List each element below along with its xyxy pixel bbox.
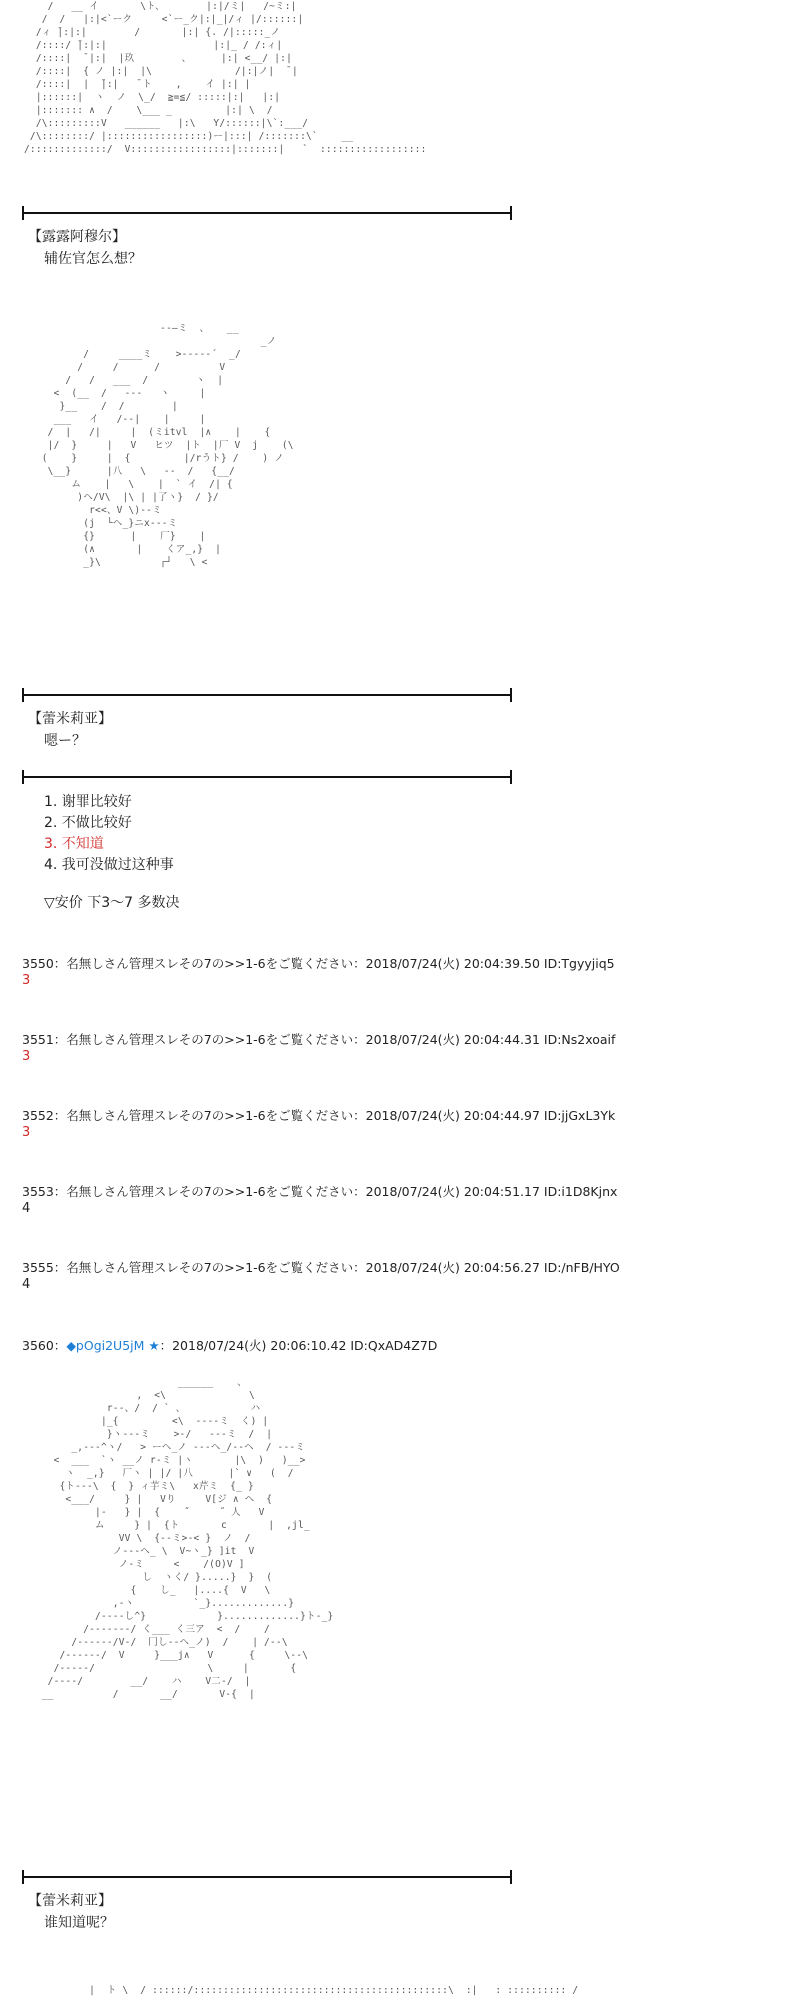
- dialogue-lulu: 辅佐官怎么想？: [44, 251, 142, 267]
- ascii-art-bottom: | ト \ / ::::::/:::::::::::::::::::::::::::::::::::::::::::\ :| : :::::::::: /: [24, 1985, 579, 1996]
- host-post-header: [22, 1336, 437, 1354]
- post-body: 3: [22, 1049, 31, 1064]
- post-header: 3551：名無しさん管理スレその7の>>1-6をご覧ください：2018/07/24(火) 20:04:44.31 ID:Ns2xoaif: [22, 1032, 616, 1047]
- separator-rule: [22, 688, 512, 702]
- dialogue-remilia-1: 嗯ー？: [44, 733, 86, 749]
- option-1: 1. 谢罪比较好: [44, 794, 132, 810]
- post-body: 3: [22, 973, 31, 988]
- post-body: 4: [22, 1277, 31, 1292]
- dialogue-remilia-2: 谁知道呢？: [44, 1915, 114, 1931]
- post-header: 3553：名無しさん管理スレその7の>>1-6をご覧ください：2018/07/24(火) 20:04:51.17 ID:i1D8Kjnx: [22, 1184, 618, 1199]
- post-body: 4: [22, 1201, 31, 1216]
- separator-rule: [22, 206, 512, 220]
- ascii-art-top: / __ イ \ト、 |:|/ミ| /~ミ:| / / |:|<`ーク <`ー_ク|:|_|/ィ |/::::::| /ィ ̄|:|:| / |:| {. /|:::::_ノ /::::/ ̄|:|:| |:|_ / /:ィ| /::::| ̄ |:| |玖 、 |:| <__/ |:| /::::| { ノ |:| |\ /|:|ノ| ̄ | /::::| | ̄|:| ̄ ト , イ |:| | |::::::| ヽ ノ \_/ ≧=≦/ :::::|:| |:| |::::::: ∧ / \___ _ |:| \ / /\:::::::::V ______ |:\ Y/::::::|\`:___/ /\::::::::/ |:::::::::::::::::)ー|:::| /:::::::\` __ /:::::::::::::/ V:::::::::::::::::|:::::::| ` ::::::::::::::::::: [24, 1, 427, 155]
- post-meta: ：2018/07/24(火) 20:06:10.42 ID:QxAD4Z7D: [159, 1338, 438, 1353]
- post-header: 3550：名無しさん管理スレその7の>>1-6をご覧ください：2018/07/24(火) 20:04:39.50 ID:Tgyyjiq5: [22, 956, 615, 971]
- option-2: 2. 不做比较好: [44, 815, 132, 831]
- post-header: 3555：名無しさん管理スレその7の>>1-6をご覧ください：2018/07/24(火) 20:04:56.27 ID:/nFB/HYO: [22, 1260, 620, 1275]
- ascii-art-remilia-1: --―ミ 、 __ _ノ / ____ミ >‐---‐´ _/ / / / V / / ___ / ヽ | < (__ / --- ヽ | }__ / / | ___ イ /--| | | / | /| | (ミitvl |∧ | { |/ } | V ヒツ |ト |厂 V j (\ ( } | { |/rうト} / ) ノ \__} |八 \ -‐ / {__/ ム | \ | ` イ /| { )ヘ/V\ |\ | |了ヽ} / }/ r<<、V \)--ミ (j └ヘ_}ニx--‐ミ {} | 厂} | (∧ | くア_,} | _}\ ┌┘ \ <: [41, 323, 294, 568]
- post-number: 3560：: [22, 1338, 67, 1353]
- post-header: 3552：名無しさん管理スレその7の>>1-6をご覧ください：2018/07/24(火) 20:04:44.97 ID:jjGxL3Yk: [22, 1108, 616, 1123]
- host-trip-link[interactable]: ◆pOgi2U5jM ★: [66, 1338, 160, 1353]
- speaker-name-remilia: 【蕾米莉亚】: [28, 711, 112, 727]
- ascii-art-remilia-2: ______ 、 , <\ \ r--、/ / ` 、 ハ |_{ <\ ---‐ミ く) | }ヽ---ミ >-/ ---ミ / | _,--‐^ヽ/ > ーヘ_ノ ---ヘ_/-‐ヘ / --‐ミ < ___ `ヽ __ノ r‐ミ |ヽ |\ ) )__> ヽ _,} 厂ヽ | |/ |八 |` ∨ ( / {ト---\ { } ィ芋ミ\ x芹ミ {_ } <___/ } | Vり V[ジ ∧ ヘ { |- } | { ˝ ˝ 人 V ム } | {ト c | ,jl_ VV \ {--ミ>-< } ノ / ノ---ヘ_ \ V~ヽ_} ]it V ノ-ミ < /(O)V ] し ヽく/ }.....} } ( { し_ |....{ V \ ,-ヽ `_}.............} /----し^} }.............}ト-_} /-------/ く___ く三ア < / / /------/V-/ 冂し--ヘ_ノ) / | /-‐\ /------/ V }___j∧ V { \--\ /-----/ \ | { /----/ __/ ハ V二-/ | __ / __/ V-{ |: [41, 1377, 334, 1700]
- speaker-name-lulu: 【露露阿穆尔】: [28, 229, 126, 245]
- vote-instruction: ▽安价 下3～7 多数决: [44, 895, 180, 911]
- speaker-name-remilia: 【蕾米莉亚】: [28, 1893, 112, 1909]
- option-3: 3. 不知道: [44, 836, 104, 852]
- post-body: 3: [22, 1125, 31, 1140]
- separator-rule: [22, 1870, 512, 1884]
- option-4: 4. 我可没做过这种事: [44, 857, 174, 873]
- separator-rule: [22, 770, 512, 784]
